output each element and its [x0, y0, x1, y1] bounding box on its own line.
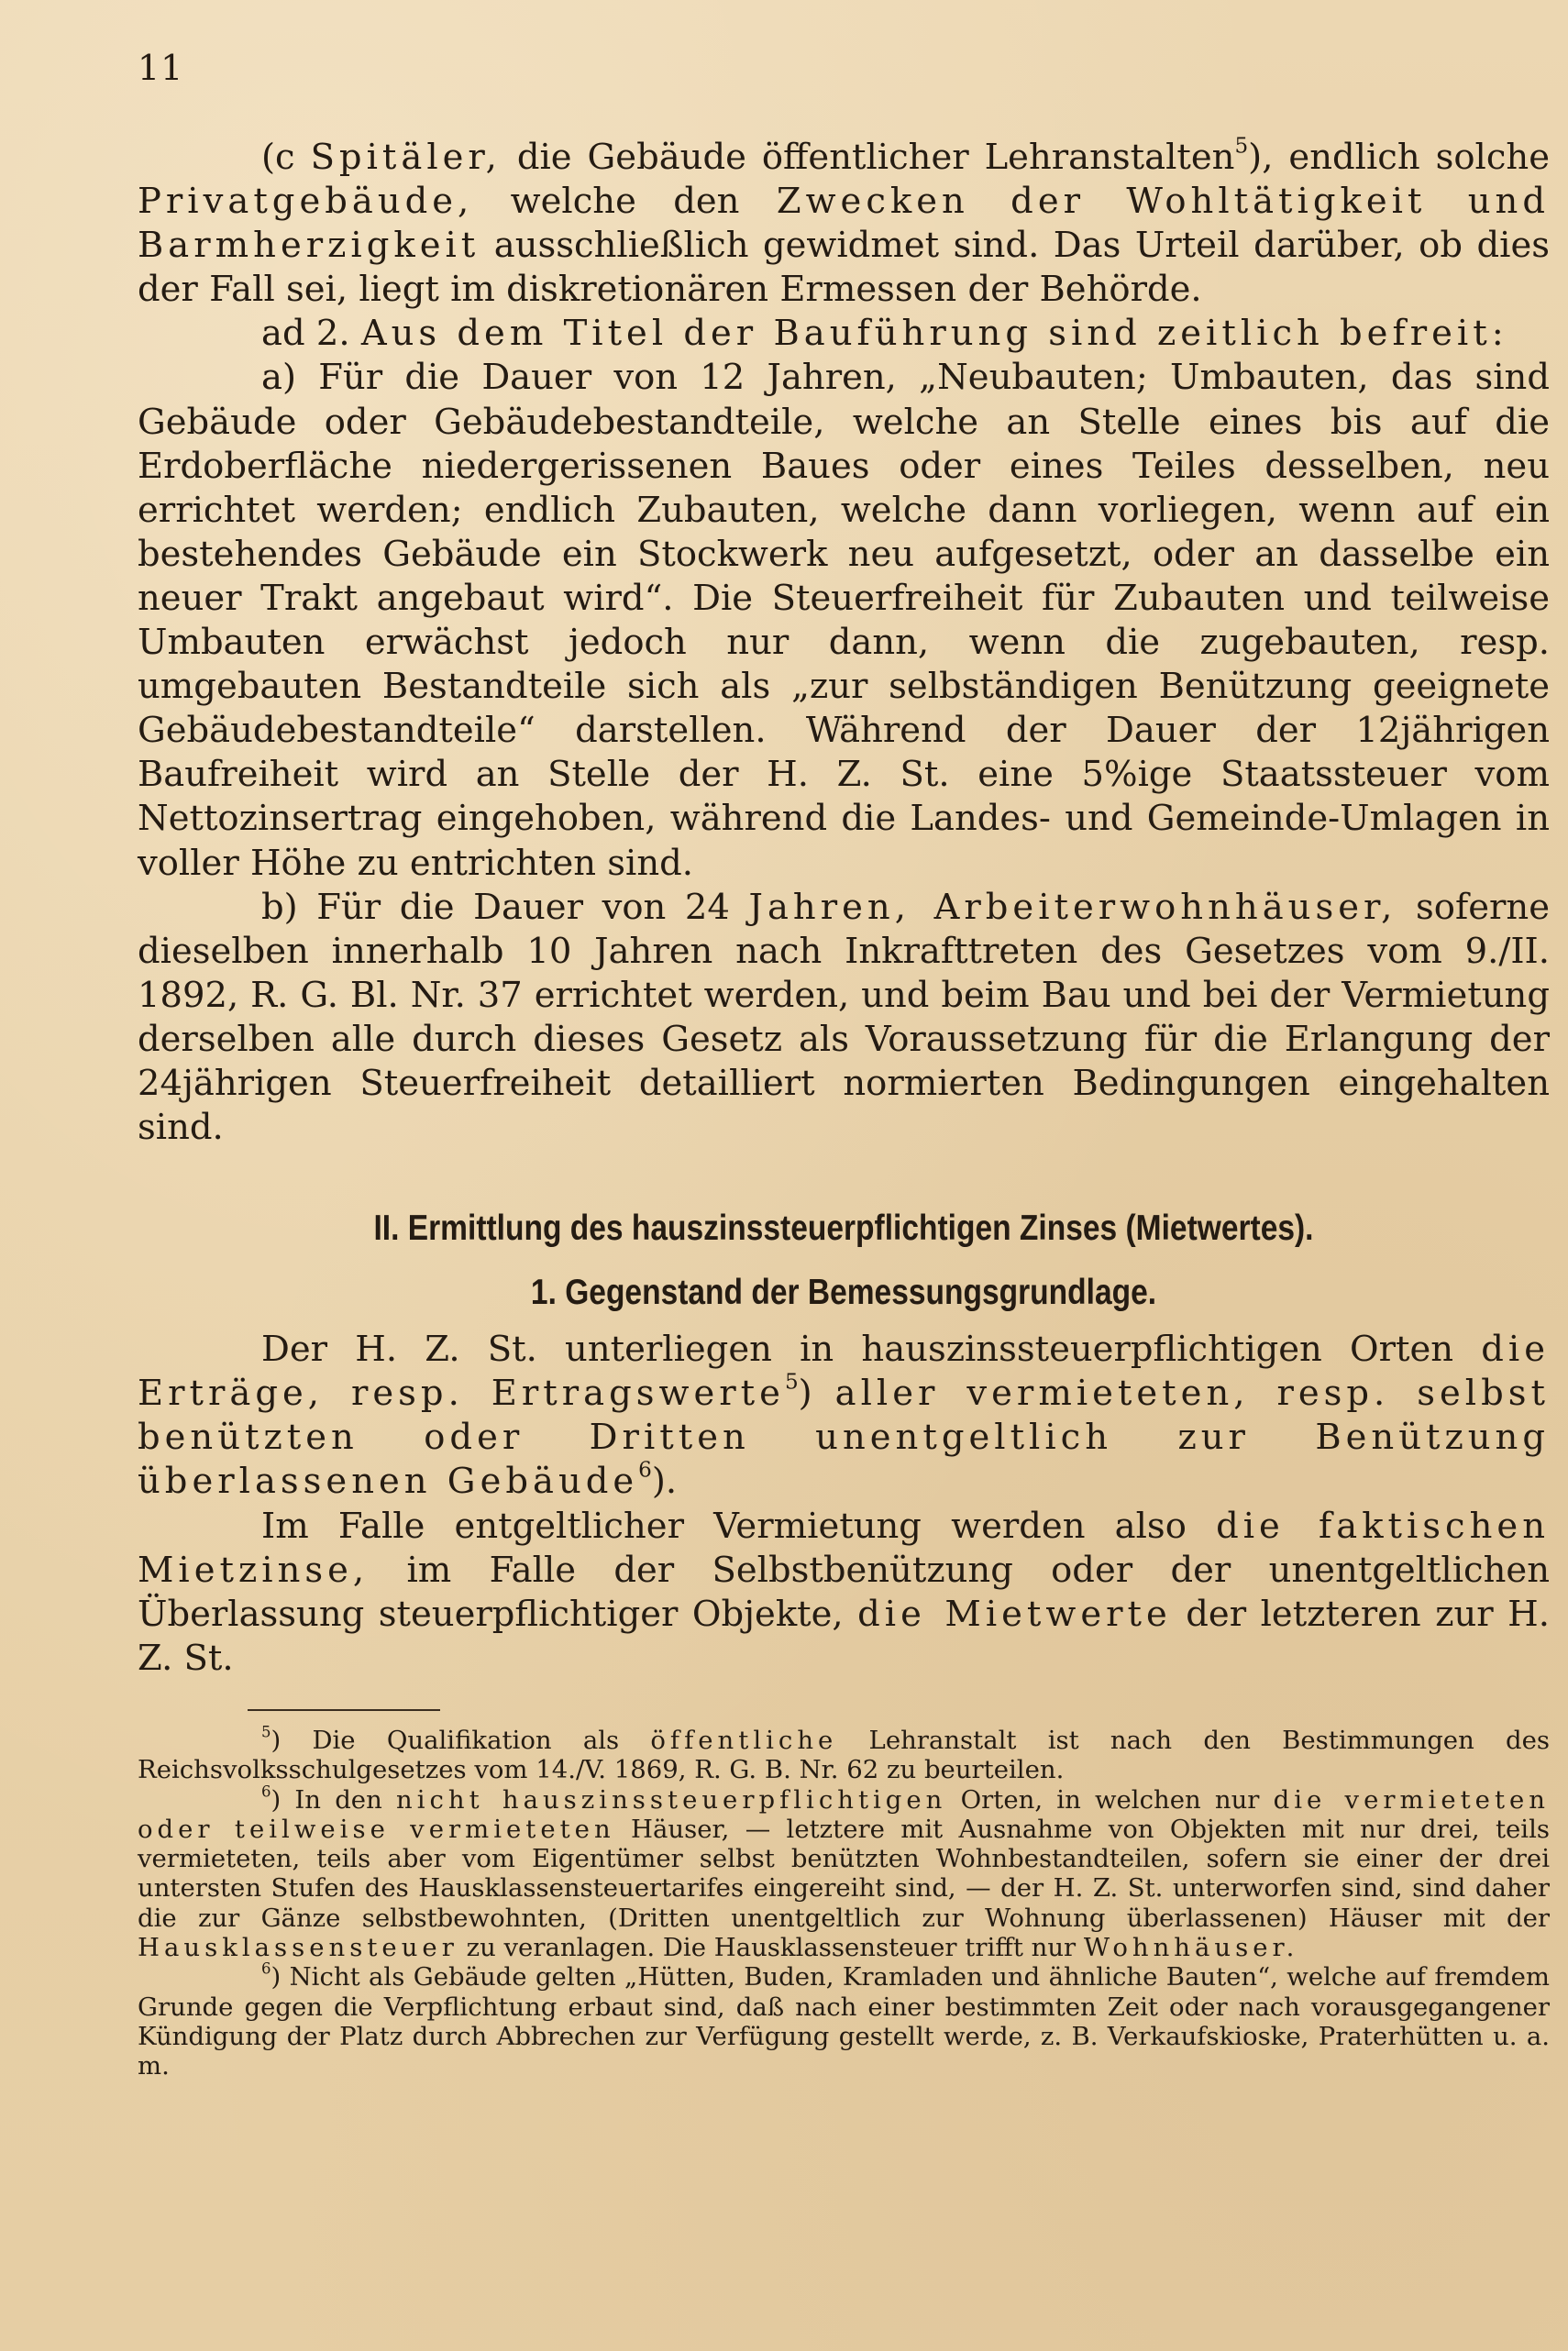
text-run: Häuser, — letztere mit Ausnahme von Objekten mit nur drei, teils vermieteten, teils aber vom Eigentümer selbst benützten Wohnbestandteilen, sofern sie einer der drei untersten Stufen des Hausklassensteuertarifes eingereiht sind, — der H. Z. St. unterworfen sind, sind daher die zur Gänze selbstbewohnten, (Dritten unentgeltlich zur Wohnung überlassenen) Häuser mit der — [138, 1814, 1550, 1933]
text-run: b) Für die Dauer von 24 — [261, 886, 749, 928]
spaced-text: die faktischen Mietzinse, — [138, 1505, 1550, 1591]
text-run: soferne dieselben innerhalb 10 Jahren nach Inkrafttreten des Gesetzes vom 9./II. 1892, R. G. Bl. Nr. 37 errichtet werden, und beim Bau und bei der Vermietung derselben alle durch dieses Gesetz als Voraussetzung für die Erlangung der 24jährigen Steuerfreiheit detailliert normierten Bedingungen eingehalten sind. — [138, 886, 1550, 1149]
footnote-divider — [248, 1709, 440, 1711]
main-text — [138, 136, 1550, 1681]
spaced-text: Jahren, Arbeiterwohnhäuser, — [748, 886, 1397, 928]
paragraph-a-new-buildings — [138, 356, 1550, 885]
footnote-ref-5: 5 — [1234, 134, 1249, 159]
text-run: der letzteren zur H. Z. St. — [138, 1593, 1550, 1679]
footnote-marker: 6 — [261, 1783, 271, 1801]
spaced-text: die vermieteten oder teilweise vermieteten — [138, 1784, 1550, 1844]
text-run: Orten, in welchen nur — [946, 1784, 1274, 1815]
spaced-text: Privatgebäude, — [138, 181, 474, 223]
text-run: welche den — [473, 181, 777, 223]
text-run: a) Für die Dauer von 12 Jahren, „ — [261, 357, 938, 399]
spaced-text: Hausklassensteuer — [138, 1933, 458, 1963]
text-run: ) Nicht als Gebäude gelten „Hütten, Buden, Kramladen und ähnliche Bauten“, welche auf fremdem Grunde gegen die Verpflichtung erbaut sind, daß nach einer bestimmten Zeit oder nach vorausgegangener Kündigung der Platz durch Abbrechen zur Verfügung gestellt werde, z. B. Verkaufskioske, Praterhütten u. a. m. — [138, 1962, 1550, 2081]
footnote-ref-5: 5 — [784, 1370, 799, 1395]
paragraph-ad-2 — [138, 312, 1550, 356]
spaced-text: Zwecken der Wohltätigkeit und Barmherzigkeit — [138, 181, 1550, 267]
text-run: ), endlich solche — [1248, 137, 1550, 178]
text-run: Der H. Z. St. unterliegen in hauszinssteuerpflichtigen Orten — [261, 1329, 1482, 1371]
footnote-6b — [138, 1962, 1550, 2081]
footnote-5 — [138, 1723, 1551, 1785]
text-run: Lehranstalt ist nach den Bestimmungen des Reichsvolksschulgesetzes vom 14./V. 1869, R. G. B. Nr. 62 zu beurteilen. — [138, 1726, 1551, 1785]
page-number: 11 — [138, 48, 184, 88]
text-run: ). — [651, 1461, 678, 1503]
text-run: ) — [798, 1373, 835, 1415]
text-run: ) Die Qualifikation als — [271, 1726, 651, 1755]
text-run: Im Falle entgeltlicher Vermietung werden also — [261, 1505, 1217, 1547]
spaced-text: nicht hauszinssteuerpflichtigen — [396, 1784, 947, 1815]
paragraph-subject — [138, 1328, 1550, 1504]
text-run: ) In den — [271, 1784, 396, 1815]
footnotes — [138, 1723, 1551, 2081]
spaced-text: die Mietwerte — [857, 1593, 1172, 1635]
text-run: die Gebäude öffentlicher Lehranstalten — [501, 137, 1235, 178]
text-run: zu veranlagen. Die Hausklassensteuer trifft nur — [458, 1933, 1084, 1963]
spaced-text: Spitäler, — [310, 137, 502, 178]
section-gap — [138, 1150, 1550, 1207]
footnote-6a — [138, 1785, 1550, 1963]
footnote-marker: 6 — [261, 1960, 271, 1978]
spaced-text: Aus dem Titel der Bauführung sind zeitlich befreit: — [360, 313, 1508, 355]
text-run: im Falle der Selbstbenützung oder der unentgeltlichen Überlassung steuerpflichtiger Objekte, — [138, 1549, 1550, 1635]
text-run: ; Umbauten, das sind Gebäude oder Gebäudebestandteile, welche an Stelle eines bis auf die Erdoberfläche niedergerissenen Baues oder eines Teiles desselben, neu errichtet werden; endlich Zubauten, welche dann vorliegen, wenn auf ein bestehendes Gebäude ein Stockwerk neu aufgesetzt, oder an dasselbe ein neuer Trakt angebaut wird“. Die Steuerfreiheit für Zubauten und teilweise Umbauten erwächst jedoch nur dann, wenn die zugebauten, resp. umgebauten Bestandteile sich als „zur selbständigen Benützung geeignete Gebäudebestandteile“ darstellen. Während der Dauer der 12jährigen Baufreiheit wird an Stelle der H. Z. St. eine 5%ige Staatssteuer vom Nettozinsertrag eingehoben, während die Landes- und Gemeinde-Umlagen in voller Höhe zu entrichten sind. — [138, 357, 1550, 884]
spaced-text: aller vermieteten, resp. selbst benützten oder Dritten unentgeltlich zur Benützung überlassenen Gebäude — [138, 1373, 1550, 1503]
paragraph-b-worker-houses — [138, 886, 1550, 1151]
subsection-heading: 1. Gegenstand der Bemessungsgrundlage. — [530, 1273, 1157, 1313]
paragraph-exempt-buildings — [138, 136, 1550, 312]
spaced-text: Wohnhäuser. — [1083, 1933, 1299, 1963]
footnote-ref-6: 6 — [638, 1459, 652, 1484]
text-run: (c — [261, 137, 311, 178]
spaced-text: öffentliche — [650, 1726, 838, 1755]
section-heading: II. Ermittlung des hauszinssteuerpflichtigen Zinses (Mietwertes). — [373, 1209, 1314, 1249]
footnote-marker: 5 — [261, 1723, 271, 1741]
paragraph-rental — [138, 1505, 1550, 1681]
text-run: ad 2. — [261, 313, 361, 355]
text-run: ausschließlich gewidmet sind. Das Urteil darüber, ob dies der Fall sei, liegt im diskretionären Ermessen der Behörde. — [138, 225, 1550, 311]
spaced-text: die Erträge, resp. Ertragswerte — [138, 1329, 1550, 1415]
text-run: Neubauten — [937, 357, 1136, 399]
